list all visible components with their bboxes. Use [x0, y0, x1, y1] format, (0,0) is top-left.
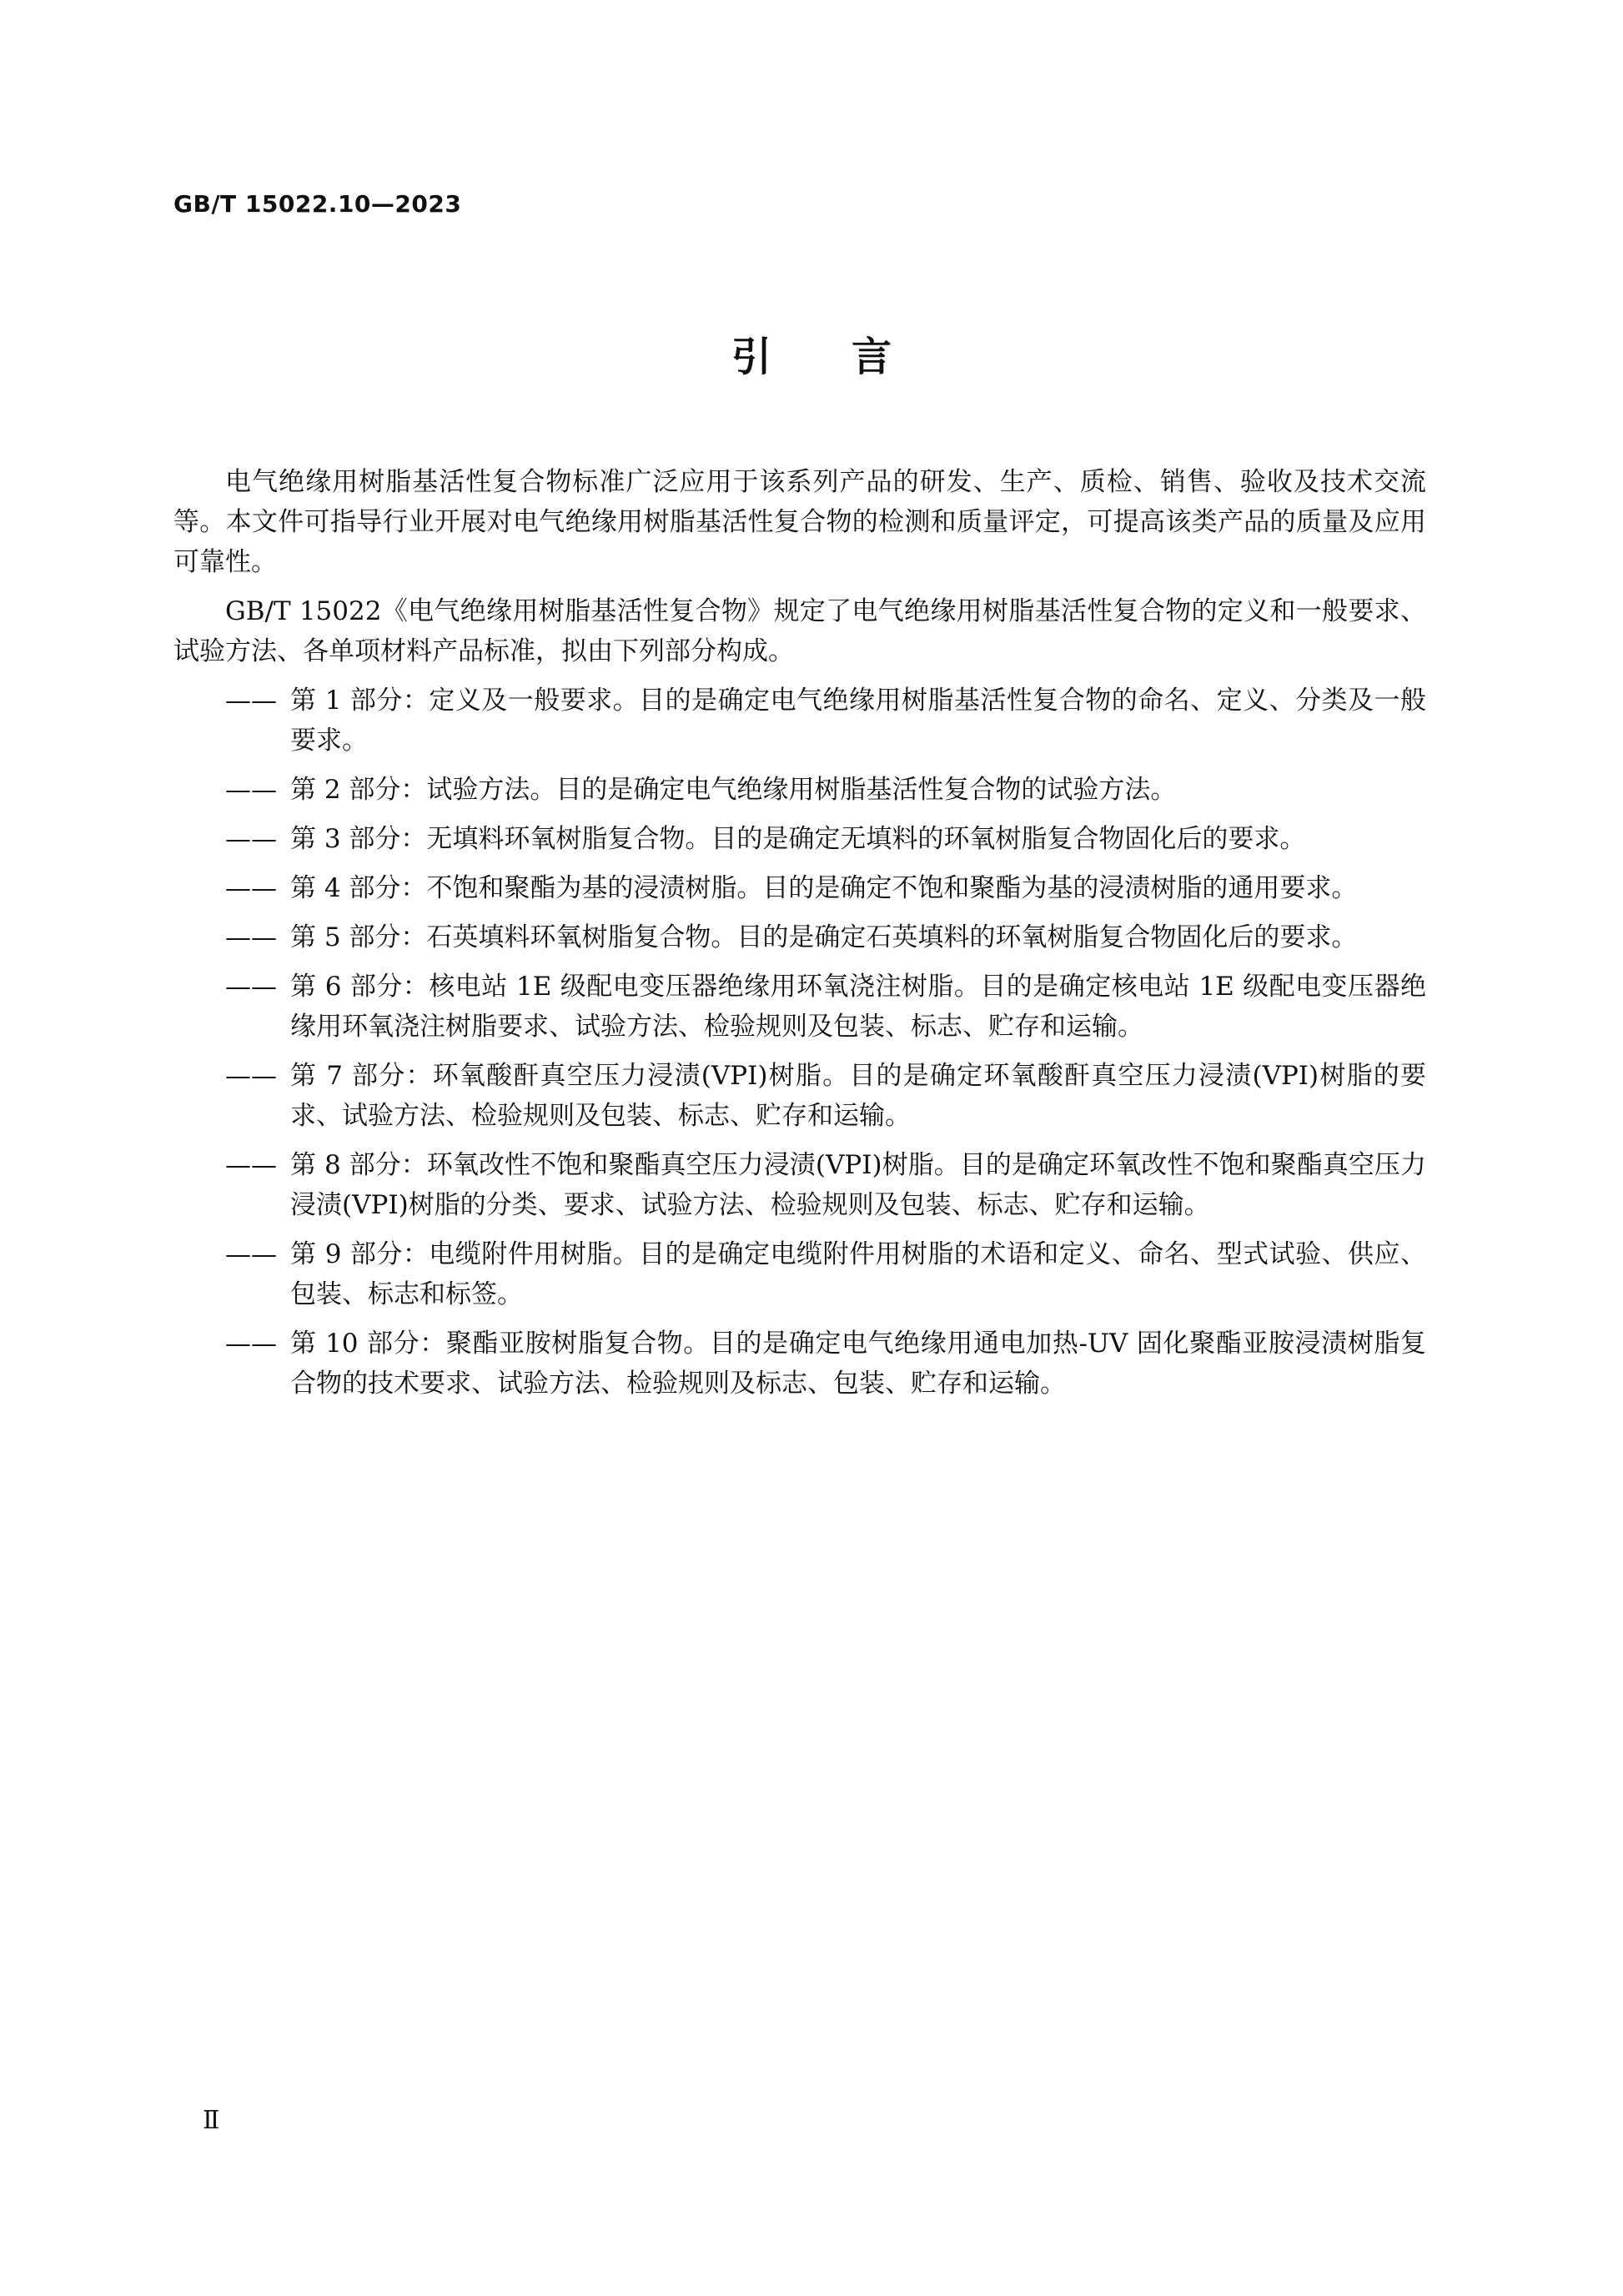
list-item-part-9: [173, 1234, 1426, 1314]
list-dash: ——: [225, 922, 277, 952]
list-dash: ——: [225, 686, 277, 716]
list-item-part-4: [173, 868, 1426, 908]
list-item-part-5: [173, 917, 1426, 957]
list-item-text: 第 8 部分：环氧改性不饱和聚酯真空压力浸渍(VPI)树脂。目的是确定环氧改性不饱和聚酯真空压力浸渍(VPI)树脂的分类、要求、试验方法、检验规则及包装、标志、贮存和运输。: [290, 1150, 1426, 1220]
list-item-text: 第 10 部分：聚酯亚胺树脂复合物。目的是确定电气绝缘用通电加热-UV 固化聚酯亚胺浸渍树脂复合物的技术要求、试验方法、检验规则及标志、包装、贮存和运输。: [290, 1329, 1426, 1399]
list-item-part-3: [173, 819, 1426, 859]
list-item-text: 第 7 部分：环氧酸酐真空压力浸渍(VPI)树脂。目的是确定环氧酸酐真空压力浸渍(VPI)树脂的要求、试验方法、检验规则及包装、标志、贮存和运输。: [290, 1061, 1426, 1131]
list-dash: ——: [225, 775, 277, 805]
page-number: Ⅱ: [203, 2106, 220, 2135]
list-item-text: 第 5 部分：石英填料环氧树脂复合物。目的是确定石英填料的环氧树脂复合物固化后的要求。: [290, 922, 1358, 952]
list-item-text: 第 9 部分：电缆附件用树脂。目的是确定电缆附件用树脂的术语和定义、命名、型式试验、供应、包装、标志和标签。: [290, 1239, 1426, 1309]
list-item-part-2: [173, 770, 1426, 810]
list-item-text: 第 3 部分：无填料环氧树脂复合物。目的是确定无填料的环氧树脂复合物固化后的要求。: [290, 824, 1306, 854]
list-item-part-7: [173, 1056, 1426, 1136]
list-dash: ——: [225, 1061, 277, 1091]
intro-paragraph-2: GB/T 15022《电气绝缘用树脂基活性复合物》规定了电气绝缘用树脂基活性复合物的定义和一般要求、试验方法、各单项材料产品标准，拟由下列部分构成。: [173, 596, 1426, 666]
list-item-text: 第 4 部分：不饱和聚酯为基的浸渍树脂。目的是确定不饱和聚酯为基的浸渍树脂的通用要求。: [290, 873, 1358, 903]
parts-list: [173, 681, 1426, 1404]
list-dash: ——: [225, 1329, 277, 1359]
intro-paragraph-1: 电气绝缘用树脂基活性复合物标准广泛应用于该系列产品的研发、生产、质检、销售、验收及技术交流等。本文件可指导行业开展对电气绝缘用树脂基活性复合物的检测和质量评定，可提高该类产品的质量及应用可靠性。: [173, 467, 1426, 577]
list-dash: ——: [225, 1150, 277, 1180]
list-item-part-10: [173, 1324, 1426, 1404]
list-dash: ——: [225, 972, 277, 1002]
standard-code: GB/T 15022.10—2023: [173, 190, 462, 218]
list-item-part-6: [173, 967, 1426, 1047]
page-title: 引言: [731, 334, 972, 380]
document-body: [173, 462, 1426, 1413]
list-item-text: 第 1 部分：定义及一般要求。目的是确定电气绝缘用树脂基活性复合物的命名、定义、分类及一般要求。: [290, 686, 1426, 756]
list-dash: ——: [225, 873, 277, 903]
list-item-text: 第 6 部分：核电站 1E 级配电变压器绝缘用环氧浇注树脂。目的是确定核电站 1E 级配电变压器绝缘用环氧浇注树脂要求、试验方法、检验规则及包装、标志、贮存和运输。: [290, 972, 1426, 1042]
list-item-text: 第 2 部分：试验方法。目的是确定电气绝缘用树脂基活性复合物的试验方法。: [290, 775, 1177, 805]
list-item-part-1: [173, 681, 1426, 761]
list-dash: ——: [225, 1239, 277, 1269]
list-item-part-8: [173, 1145, 1426, 1225]
list-dash: ——: [225, 824, 277, 854]
